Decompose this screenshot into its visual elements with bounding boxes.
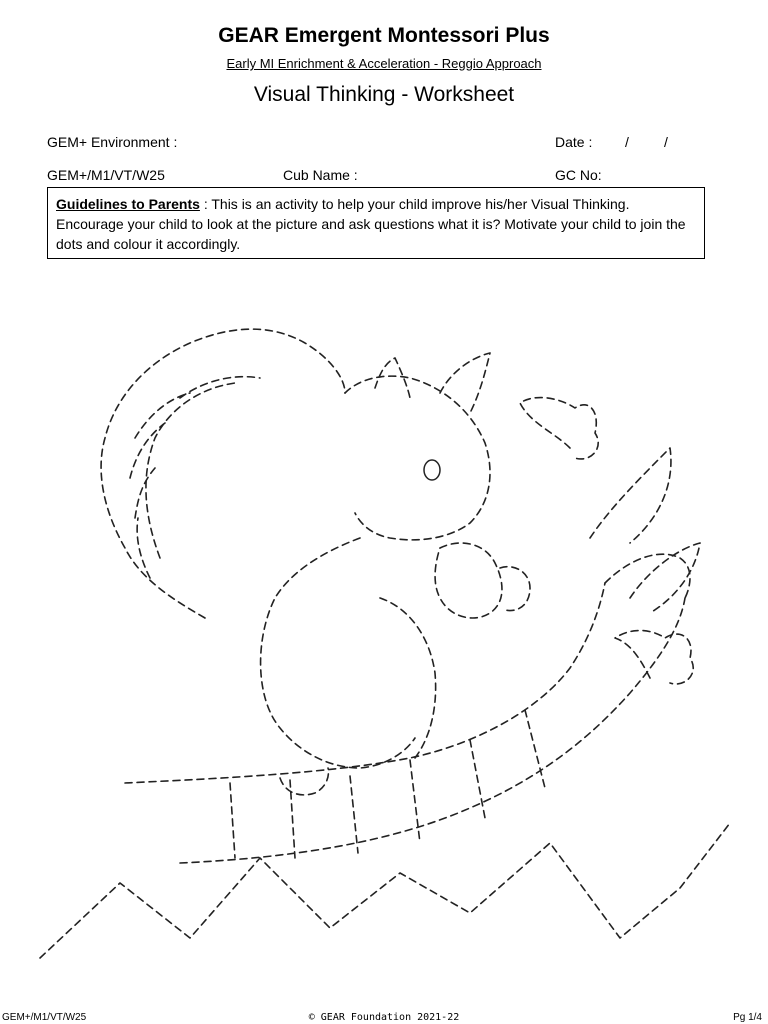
document-subtitle: Early MI Enrichment & Acceleration - Reggio Approach: [226, 56, 542, 71]
guidelines-text: : This is an activity to help your child improve his/her Visual Thinking. Encourage your child to look at the picture and ask questions what it is? Motivate your child to join the dots and colour it accordingly.: [56, 196, 686, 252]
footer-copyright: © GEAR Foundation 2021-22: [308, 1012, 460, 1023]
squirrel-arms-nut: [435, 543, 502, 618]
squirrel-paw: [500, 567, 530, 611]
cub-name-label: Cub Name :: [283, 167, 358, 183]
footer-code: GEM+/M1/VT/W25: [2, 1012, 87, 1023]
ear-left: [375, 358, 410, 398]
squirrel-body: [261, 538, 415, 768]
guidelines-box: [47, 187, 705, 259]
date-separator-2: /: [664, 134, 668, 150]
squirrel-head: [345, 376, 490, 540]
tail-outline: [101, 329, 345, 618]
leaf-oak-lower: [615, 631, 693, 684]
date-separator-1: /: [625, 134, 629, 150]
branch-top: [125, 583, 605, 783]
leaf-right-upper: [590, 448, 671, 543]
dot-to-dot-squirrel-drawing: [30, 298, 740, 968]
ear-right: [440, 353, 490, 413]
squirrel-eye: [424, 460, 440, 480]
date-label: Date :: [555, 134, 593, 150]
ground-zigzag: [40, 823, 730, 958]
branch-bottom: [180, 598, 685, 863]
environment-label: GEM+ Environment :: [47, 134, 178, 150]
worksheet-title: Visual Thinking - Worksheet: [253, 83, 515, 106]
tail-strokes: [130, 377, 260, 578]
leaf-right-mid: [630, 543, 700, 613]
squirrel-belly: [380, 598, 436, 758]
leaf-top: [520, 398, 598, 459]
worksheet-code: GEM+/M1/VT/W25: [47, 167, 165, 183]
guidelines-label: Guidelines to Parents: [56, 196, 200, 212]
footer-page-number: Pg 1/4: [733, 1012, 762, 1023]
gc-no-label: GC No:: [555, 167, 602, 183]
document-title: GEAR Emergent Montessori Plus: [218, 24, 550, 47]
